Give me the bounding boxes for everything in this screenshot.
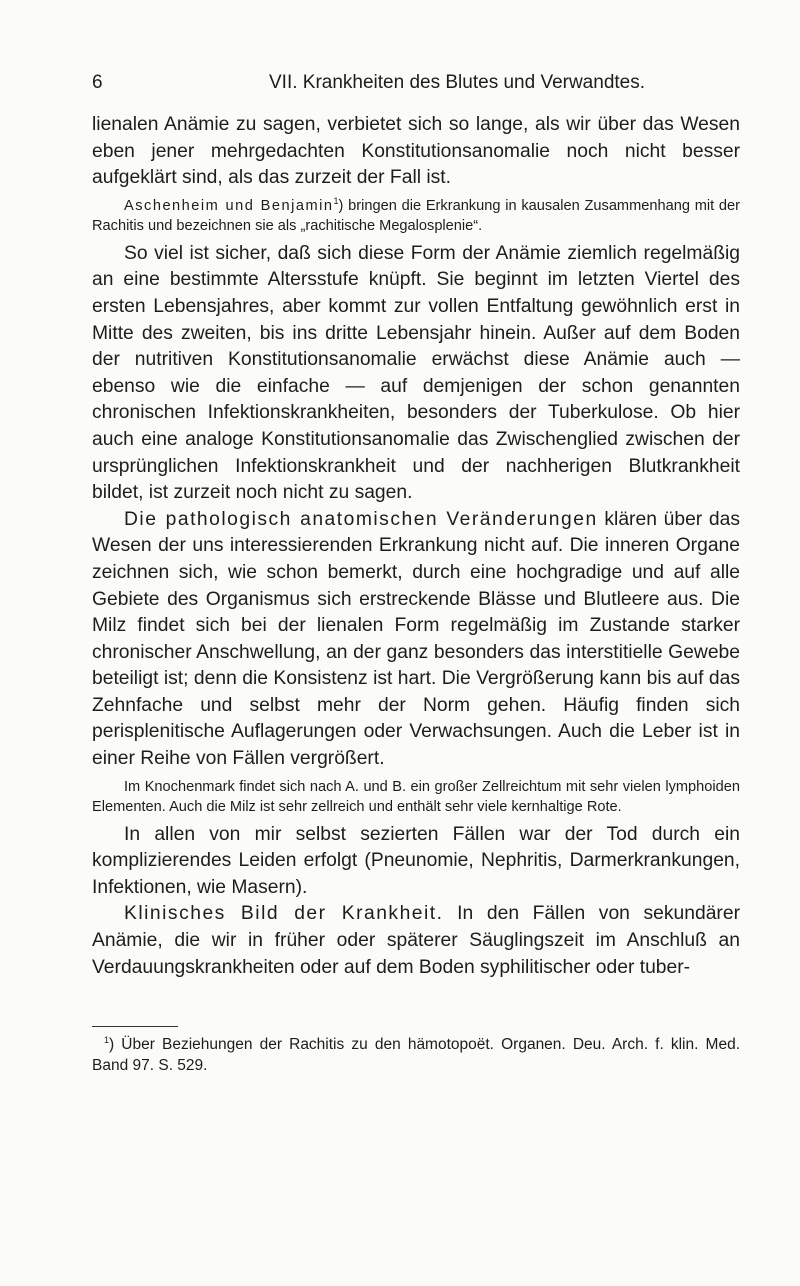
footnote-divider [92,1026,178,1027]
paragraph-4 [92,507,740,773]
paragraph-3: So viel ist sicher, daß sich diese Form der Anämie ziemlich regelmäßig an eine bestimmte Altersstufe knüpft. Sie beginnt im letzten Viertel des ersten Lebensjahres, aber kommt zur vollen Entfaltung gewöhnlich erst in Mitte des zweiten, bis ins dritte Lebensjahr hinein. Außer auf dem Boden der nutritiven Konstitutionsanomalie erwächst diese Anämie auch — ebenso wie die einfache — auf demjenigen der schon genannten chronischen Infektionskrankheiten, besonders der Tuberkulose. Ob hier auch eine analoge Konstitutionsanomalie das Zwischenglied zwischen der ursprünglichen Infektionskrankheit und der nachherigen Blutkrankheit bildet, ist zurzeit noch nicht zu sagen. [92,242,740,504]
paragraph-7-text: In den Fällen von sekundärer Anämie, die wir in früher oder späterer Säuglingszeit im Anschluß an Verdauungskrankheiten oder auf dem Boden syphilitischer oder tuber- [92,903,740,978]
paragraph-4-text: klären über das Wesen der uns interessierenden Erkrankung nicht auf. Die inneren Organe zeichnen sich, wie schon bemerkt, durch eine hochgradige und auf alle Gebiete des Organismus sich erstreckende Blässe und Blutleere aus. Die Milz findet sich bei der lienalen Form regelmäßig im Zustande starker chronischer Anschwellung, an der ganz besonders das interstitielle Gewebe beteiligt ist; denn die Konsistenz ist hart. Die Vergrößerung kann bis auf das Zehnfache und selbst mehr der Norm gehen. Häufig finden sich perisplenitische Auflagerungen oder Verwachsungen. Auch die Leber ist in einer Reihe von Fällen vergrößert. [92,508,740,770]
author-names: Aschenheim und Benjamin [124,197,334,214]
section-lead-clinical: Klinisches Bild der Krankheit. [124,903,444,925]
paragraph-7 [92,901,740,981]
paragraph-2: Aschenheim und Benjamin$^1$) bringen die Erkrankung in kausalen Zusammenhang mit der Rachitis und bezeichnen sie als „rachitische Megalosplenie“. [92,195,740,235]
paragraph-5: Im Knochenmark findet sich nach A. und B. ein großer Zellreichtum mit sehr vielen lymphoiden Elementen. Auch die Milz ist sehr zellreich und enthält sehr viele kernhaltige Rote. [92,778,740,816]
footnote-marker: 1 [104,1034,110,1045]
paragraph-2-text: bringen die Erkrankung in kausalen Zusammenhang mit der Rachitis und bezeichnen sie als „rachitische Megalosplenie“. [92,197,740,235]
footnote-ref: 1 [333,195,339,206]
running-title: VII. Krankheiten des Blutes und Verwandtes. [269,72,646,93]
footnote [92,1034,740,1076]
page-header [92,72,732,98]
page-number: 6 [92,72,103,93]
paragraph-1: lienalen Anämie zu sagen, verbietet sich so lange, als wir über das Wesen eben jener mehrgedachten Konstitutionsanomalie noch nicht besser aufgeklärt sind, als das zurzeit der Fall ist. [92,114,740,189]
section-lead-pathology: Die pathologisch anatomischen Veränderungen [124,508,598,530]
main-text [92,112,740,981]
footnote-text: ) Über Beziehungen der Rachitis zu den hämotopoët. Organen. Deu. Arch. f. klin. Med. Band 97. S. 529. [92,1036,740,1074]
paragraph-6: In allen von mir selbst sezierten Fällen war der Tod durch ein komplizierendes Leiden erfolgt (Pneunomie, Nephritis, Darmerkrankungen, Infektionen, wie Masern). [92,823,740,898]
